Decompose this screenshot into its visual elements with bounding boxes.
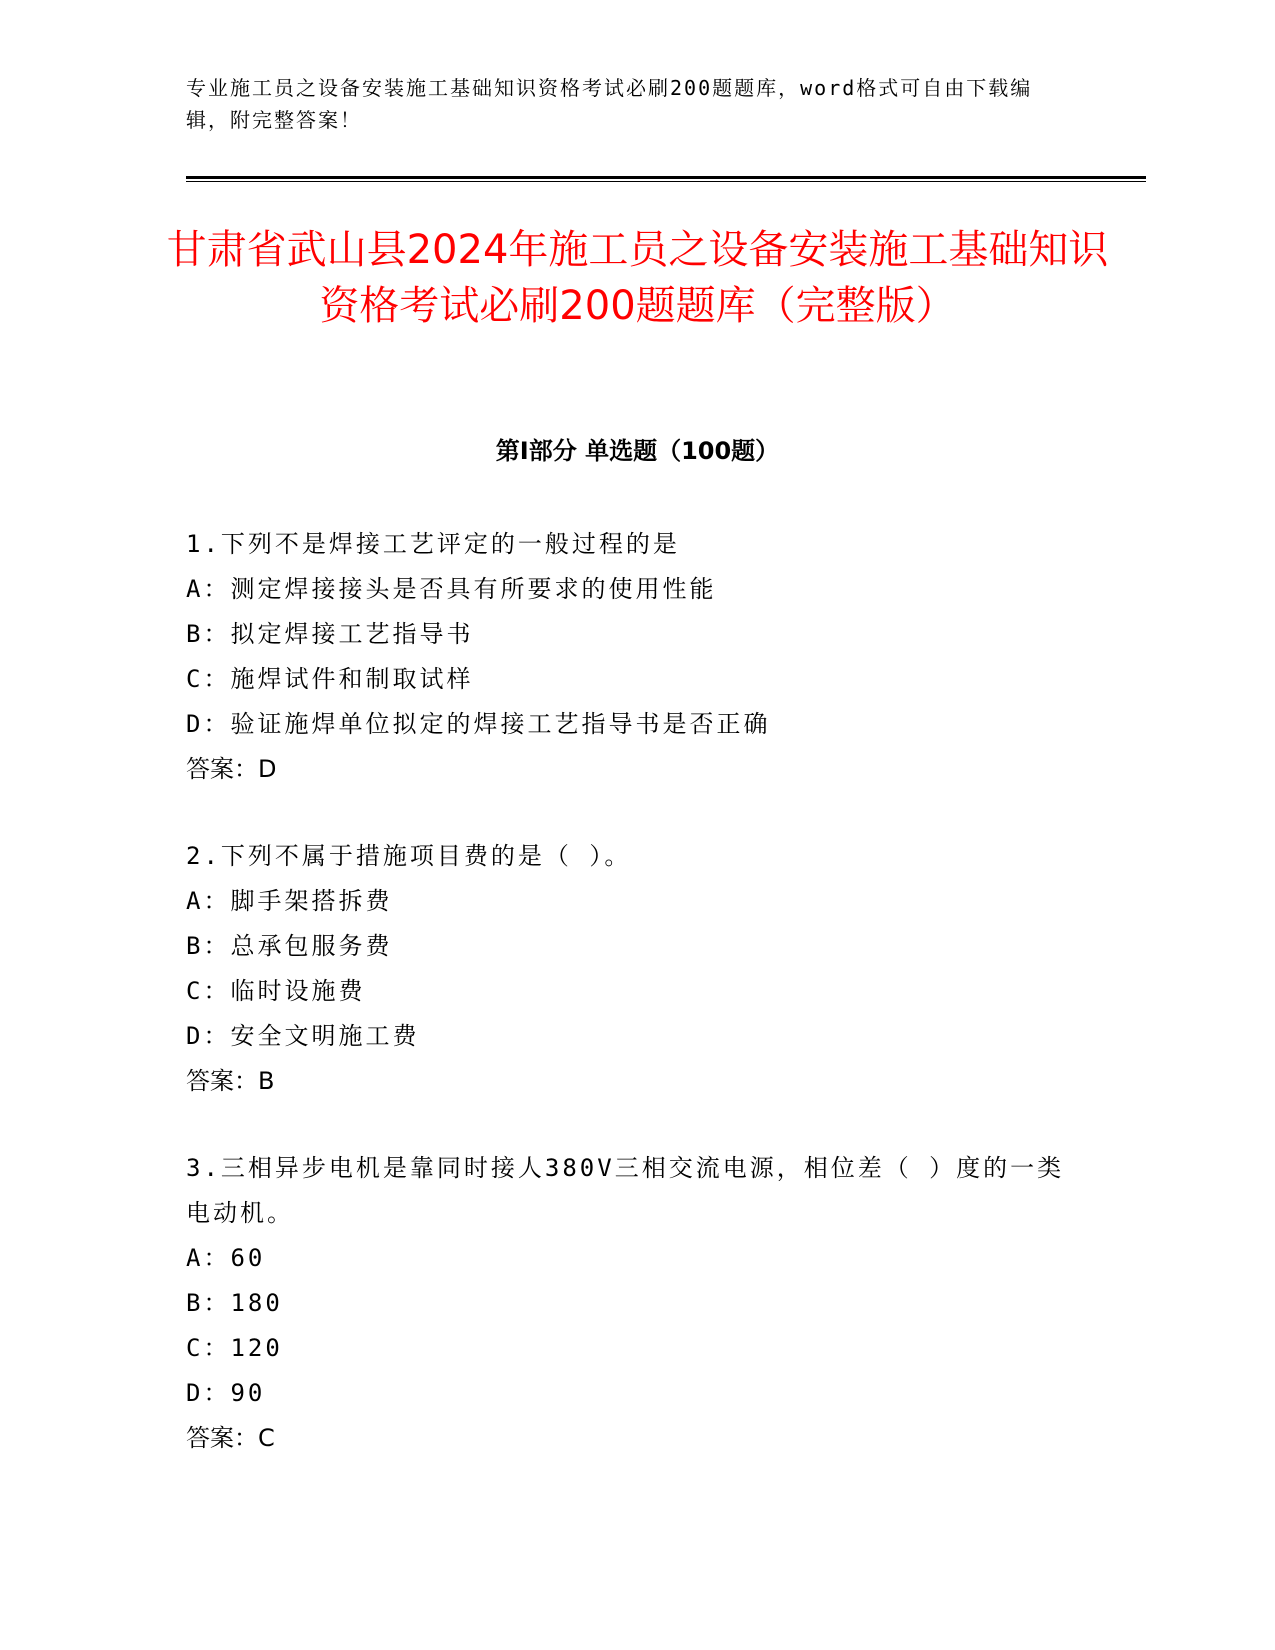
question-item: [186, 834, 1066, 1104]
answer-line: 答案：D: [186, 755, 277, 783]
section-heading: 第I部分 单选题（100题）: [495, 437, 780, 465]
question-item: [186, 522, 1066, 792]
option-c: C：120: [186, 1334, 283, 1362]
question-list: [186, 522, 1066, 1503]
option-a: A：脚手架搭拆费: [186, 887, 393, 915]
question-stem: 1.下列不是焊接工艺评定的一般过程的是: [186, 530, 680, 558]
option-d: D：90: [186, 1379, 266, 1407]
answer-line: 答案：B: [186, 1067, 275, 1095]
option-a: A：60: [186, 1244, 266, 1272]
question-stem: 3.三相异步电机是靠同时接人380V三相交流电源，相位差（ ）度的一类电动机。: [186, 1154, 1065, 1227]
option-b: B：180: [186, 1289, 283, 1317]
option-b: B：总承包服务费: [186, 932, 393, 960]
header-note: 专业施工员之设备安装施工基础知识资格考试必刷200题题库，word格式可自由下载编辑，附完整答案！: [186, 76, 1033, 132]
document-title: 甘肃省武山县2024年施工员之设备安装施工基础知识资格考试必刷200题题库（完整版）: [166, 227, 1109, 329]
header-divider: [186, 176, 1146, 179]
option-b: B：拟定焊接工艺指导书: [186, 620, 474, 648]
answer-line: 答案：C: [186, 1424, 275, 1452]
option-a: A：测定焊接接头是否具有所要求的使用性能: [186, 575, 717, 603]
option-d: D：安全文明施工费: [186, 1022, 420, 1050]
header-divider-thin: [186, 181, 1146, 182]
question-item: [186, 1146, 1066, 1461]
question-stem: 2.下列不属于措施项目费的是（ ）。: [186, 842, 632, 870]
option-c: C：临时设施费: [186, 977, 366, 1005]
option-c: C：施焊试件和制取试样: [186, 665, 474, 693]
option-d: D：验证施焊单位拟定的焊接工艺指导书是否正确: [186, 710, 771, 738]
